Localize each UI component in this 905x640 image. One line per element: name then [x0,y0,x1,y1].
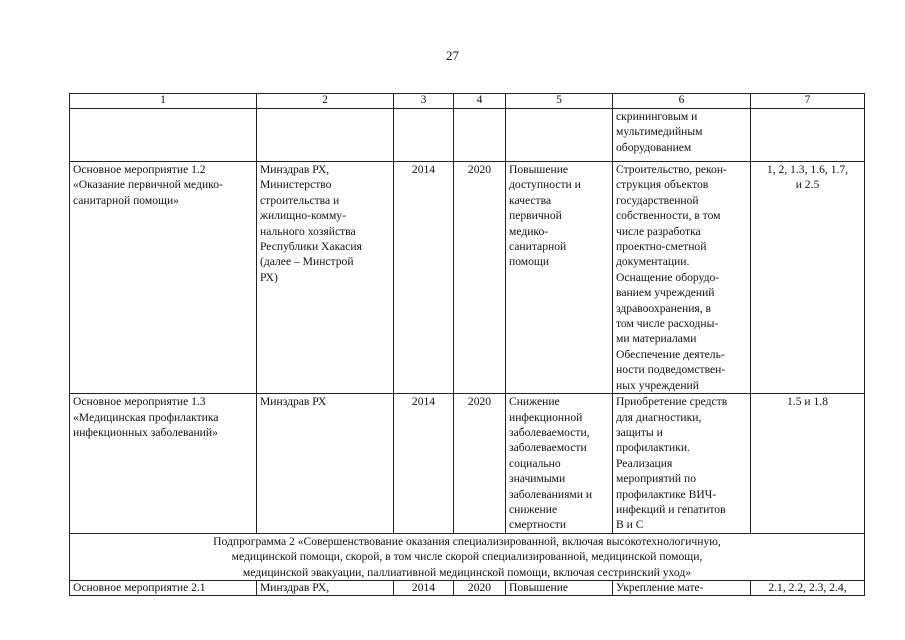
text-line: инфекций и гепатитов [616,502,726,516]
text-line: Повышение [509,163,569,176]
text-line: РХ) [260,270,278,284]
text-line: защиты и [616,425,663,439]
table-row-subprogram-2 [70,533,865,580]
cell-indicators: 2.1, 2.2, 2.3, 2.4, [751,580,865,595]
text-line: оборудованием [616,140,692,154]
cell-empty [394,109,454,162]
header-cell-3: 3 [394,94,454,109]
text-line: снижение [509,502,558,516]
text-line: проектно-сметной [616,240,707,254]
text-line: профилактике ВИЧ- [616,487,717,501]
cell-end-year: 2020 [454,580,506,595]
cell-indicators [751,162,865,394]
table-row-measure-1-3 [70,394,865,534]
header-row [70,94,865,109]
cell-measure-name [70,394,257,534]
cell-indicators [751,394,865,534]
text-line: значимыми [509,472,566,486]
text-line: Снижение [509,395,560,409]
text-line: доступности и [509,178,581,192]
header-cell-7: 7 [751,94,865,109]
text-line: В и С [616,518,644,532]
text-line: 1, 2, 1.3, 1.6, 1.7, [766,163,849,176]
cell-activity-directions [613,162,751,394]
text-line: жилищно-комму- [260,209,346,223]
cell-end-year: 2020 [454,394,506,534]
page-number: 27 [446,48,459,63]
text-line: государственной [616,193,699,207]
text-line: заболеваниями и [509,487,593,501]
text-line: смертности [509,518,567,532]
text-line: Минздрав РХ [260,395,327,409]
text-line: санитарной помощи» [73,193,179,207]
text-line: медицинской эвакуации, паллиативной медицинской помощи, включая сестринский уход» [242,565,692,579]
text-line: ности подведомствен- [616,363,726,377]
text-line: здравоохранения, в [616,301,712,315]
table-row-measure-2-1 [70,580,865,595]
header-cell-4: 4 [454,94,506,109]
text-line: медицинской помощи, скорой, в том числе скорой специализированной, медицинской помощи, [231,550,703,564]
text-line: нального хозяйства [260,224,356,238]
text-line: Оснащение оборудо- [616,270,720,284]
header-cell-2: 2 [257,94,394,109]
text-line: профилактики. [616,441,690,455]
cell-activity-continued [613,109,751,162]
text-line: документации. [616,255,690,269]
text-line: Подпрограмма 2 «Совершенствование оказания специализированной, включая высокотехнологичную, [213,534,721,548]
cell-expected-result: Повышение [506,580,613,595]
text-line: первичной [509,209,562,223]
cell-empty [506,109,613,162]
cell-activity-directions [613,394,751,534]
text-line: том числе расходны- [616,317,719,331]
cell-start-year: 2014 [394,162,454,394]
cell-empty [751,109,865,162]
cell-executor [257,394,394,534]
text-line: инфекционной [509,410,583,424]
text-line: для диагностики, [616,410,702,424]
cell-expected-result [506,162,613,394]
cell-expected-result [506,394,613,534]
text-line: заболеваемости, [509,425,590,439]
text-line: (далее – Минстрой [260,255,354,269]
header-cell-1: 1 [70,94,257,109]
cell-measure-name [70,162,257,394]
text-line: помощи [509,255,550,269]
text-line: Обеспечение деятель- [616,347,725,361]
text-line: «Оказание первичной медико- [73,178,223,192]
text-line: Строительство, рекон- [616,163,727,176]
text-line: ми материалами [616,332,697,346]
cell-measure-name: Основное мероприятие 2.1 [70,580,257,595]
text-line: струкция объектов [616,178,709,192]
text-line: инфекционных заболеваний» [73,425,218,439]
text-line: скрининговым и [616,110,698,123]
cell-executor [257,162,394,394]
header-cell-5: 5 [506,94,613,109]
cell-empty [70,109,257,162]
text-line: ванием учреждений [616,286,715,300]
text-line: Приобретение средств [616,395,728,409]
cell-end-year: 2020 [454,162,506,394]
text-line: заболеваемости [509,441,587,455]
text-line: качества [509,193,552,207]
text-line: Минздрав РХ, [260,163,330,176]
text-line: Реализация [616,456,673,470]
text-line: собственности, в том [616,209,721,223]
text-line: ных учреждений [616,378,699,392]
cell-empty [257,109,394,162]
text-line: Основное мероприятие 1.2 [73,163,206,176]
cell-start-year: 2014 [394,394,454,534]
text-line: и 2.5 [795,178,820,192]
text-line: Основное мероприятие 1.3 [73,395,206,409]
cell-activity-directions: Укрепление мате- [613,580,751,595]
measures-table [69,93,865,596]
text-line: Министерство [260,178,332,192]
text-line: мультимедийным [616,125,703,139]
cell-empty [454,109,506,162]
text-line: Республики Хакасия [260,240,362,254]
text-line: санитарной [509,240,567,254]
text-line: социально [509,456,561,470]
text-line: медико- [509,224,549,238]
subprogram-title [70,533,865,580]
table-row-measure-1-2 [70,162,865,394]
cell-start-year: 2014 [394,580,454,595]
text-line: мероприятий по [616,472,696,486]
table-row-continued [70,109,865,162]
text-line: «Медицинская профилактика [73,410,219,424]
cell-executor: Минздрав РХ, [257,580,394,595]
text-line: числе разработка [616,224,701,238]
header-cell-6: 6 [613,94,751,109]
text-line: строительства и [260,193,340,207]
text-line: 1.5 и 1.8 [787,395,828,409]
